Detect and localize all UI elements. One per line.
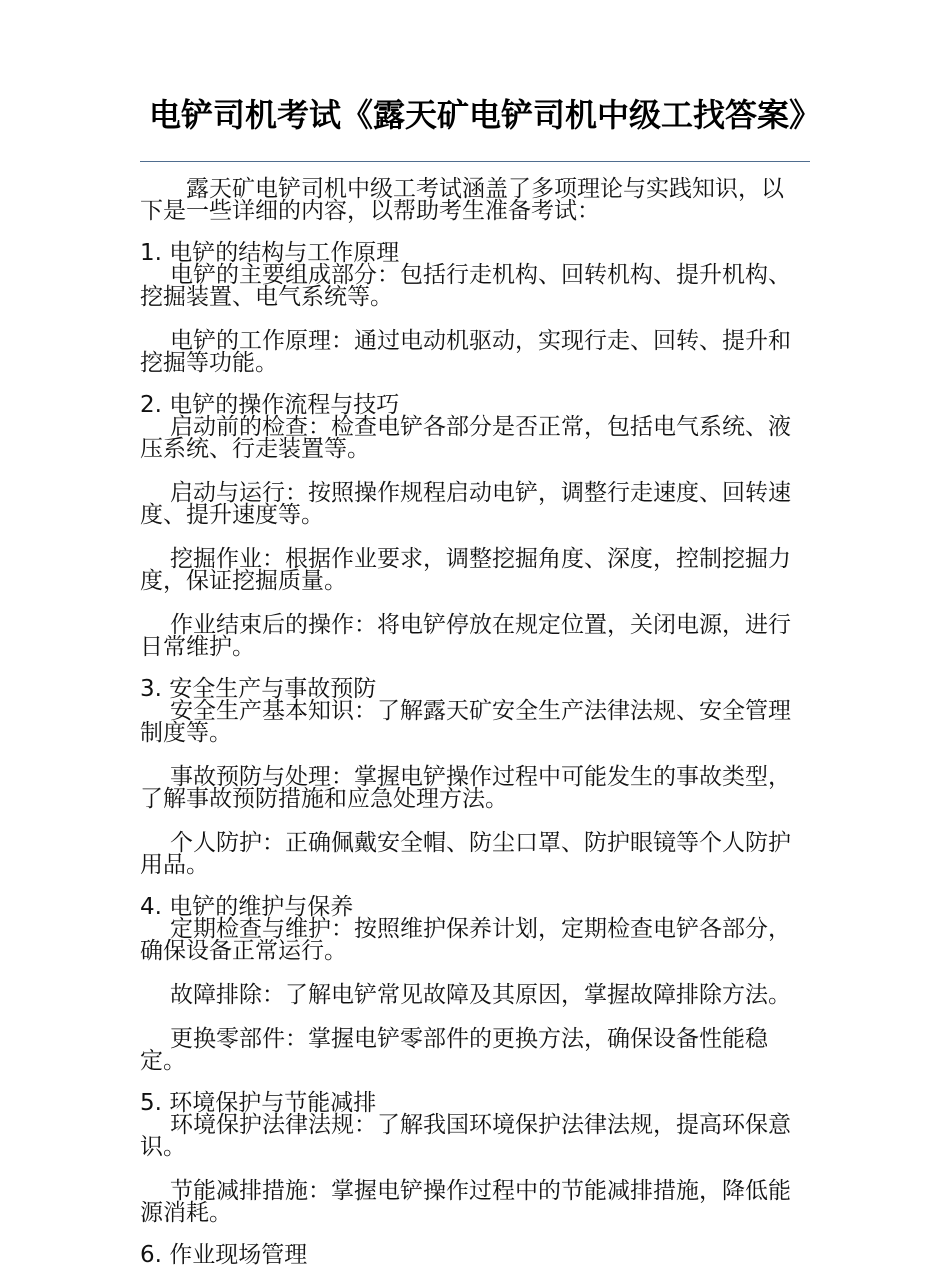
section-item: 电铲的工作原理：通过电动机驱动，实现行走、回转、提升和挖掘等功能。 xyxy=(140,328,791,376)
section-heading: 6. 作业现场管理 xyxy=(140,1242,308,1268)
section-heading: 4. 电铲的维护与保养 xyxy=(140,894,354,920)
section-heading: 1. 电铲的结构与工作原理 xyxy=(140,240,400,266)
section-item: 节能减排措施：掌握电铲操作过程中的节能减排措施，降低能源消耗。 xyxy=(140,1178,791,1226)
section-maintenance xyxy=(140,896,792,1072)
section-item: 启动前的检查：检查电铲各部分是否正常，包括电气系统、液压系统、行走装置等。 xyxy=(140,414,791,462)
section-item: 电铲的主要组成部分：包括行走机构、回转机构、提升机构、挖掘装置、电气系统等。 xyxy=(140,262,791,310)
section-structure xyxy=(140,242,792,374)
title-divider xyxy=(140,161,810,162)
section-item: 启动与运行：按照操作规程启动电铲，调整行走速度、回转速度、提升速度等。 xyxy=(140,480,791,528)
section-safety xyxy=(140,678,792,876)
section-item: 安全生产基本知识：了解露天矿安全生产法律法规、安全管理制度等。 xyxy=(140,698,791,746)
section-environment xyxy=(140,1092,792,1224)
section-site-management xyxy=(140,1244,792,1266)
section-item: 故障排除：了解电铲常见故障及其原因，掌握故障排除方法。 xyxy=(170,982,791,1008)
section-item: 环境保护法律法规：了解我国环境保护法律法规，提高环保意识。 xyxy=(140,1112,791,1160)
section-item: 事故预防与处理：掌握电铲操作过程中可能发生的事故类型，了解事故预防措施和应急处理方法。 xyxy=(140,764,791,812)
section-item: 个人防护：正确佩戴安全帽、防尘口罩、防护眼镜等个人防护用品。 xyxy=(140,830,791,878)
section-item: 定期检查与维护：按照维护保养计划，定期检查电铲各部分，确保设备正常运行。 xyxy=(140,916,791,964)
section-heading: 3. 安全生产与事故预防 xyxy=(140,676,377,702)
section-item: 挖掘作业：根据作业要求，调整挖掘角度、深度，控制挖掘力度，保证挖掘质量。 xyxy=(140,546,791,594)
section-heading: 2. 电铲的操作流程与技巧 xyxy=(140,392,400,418)
section-item: 更换零部件：掌握电铲零部件的更换方法，确保设备性能稳定。 xyxy=(140,1026,768,1074)
section-operation xyxy=(140,394,792,658)
intro-paragraph: 露天矿电铲司机中级工考试涵盖了多项理论与实践知识，以下是一些详细的内容，以帮助考生准备考试： xyxy=(140,176,784,224)
document-body xyxy=(140,178,792,1286)
section-heading: 5. 环境保护与节能减排 xyxy=(140,1090,377,1116)
section-item: 作业结束后的操作：将电铲停放在规定位置，关闭电源，进行日常维护。 xyxy=(140,612,791,660)
document-title: 电铲司机考试《露天矿电铲司机中级工找答案》 xyxy=(148,96,821,134)
